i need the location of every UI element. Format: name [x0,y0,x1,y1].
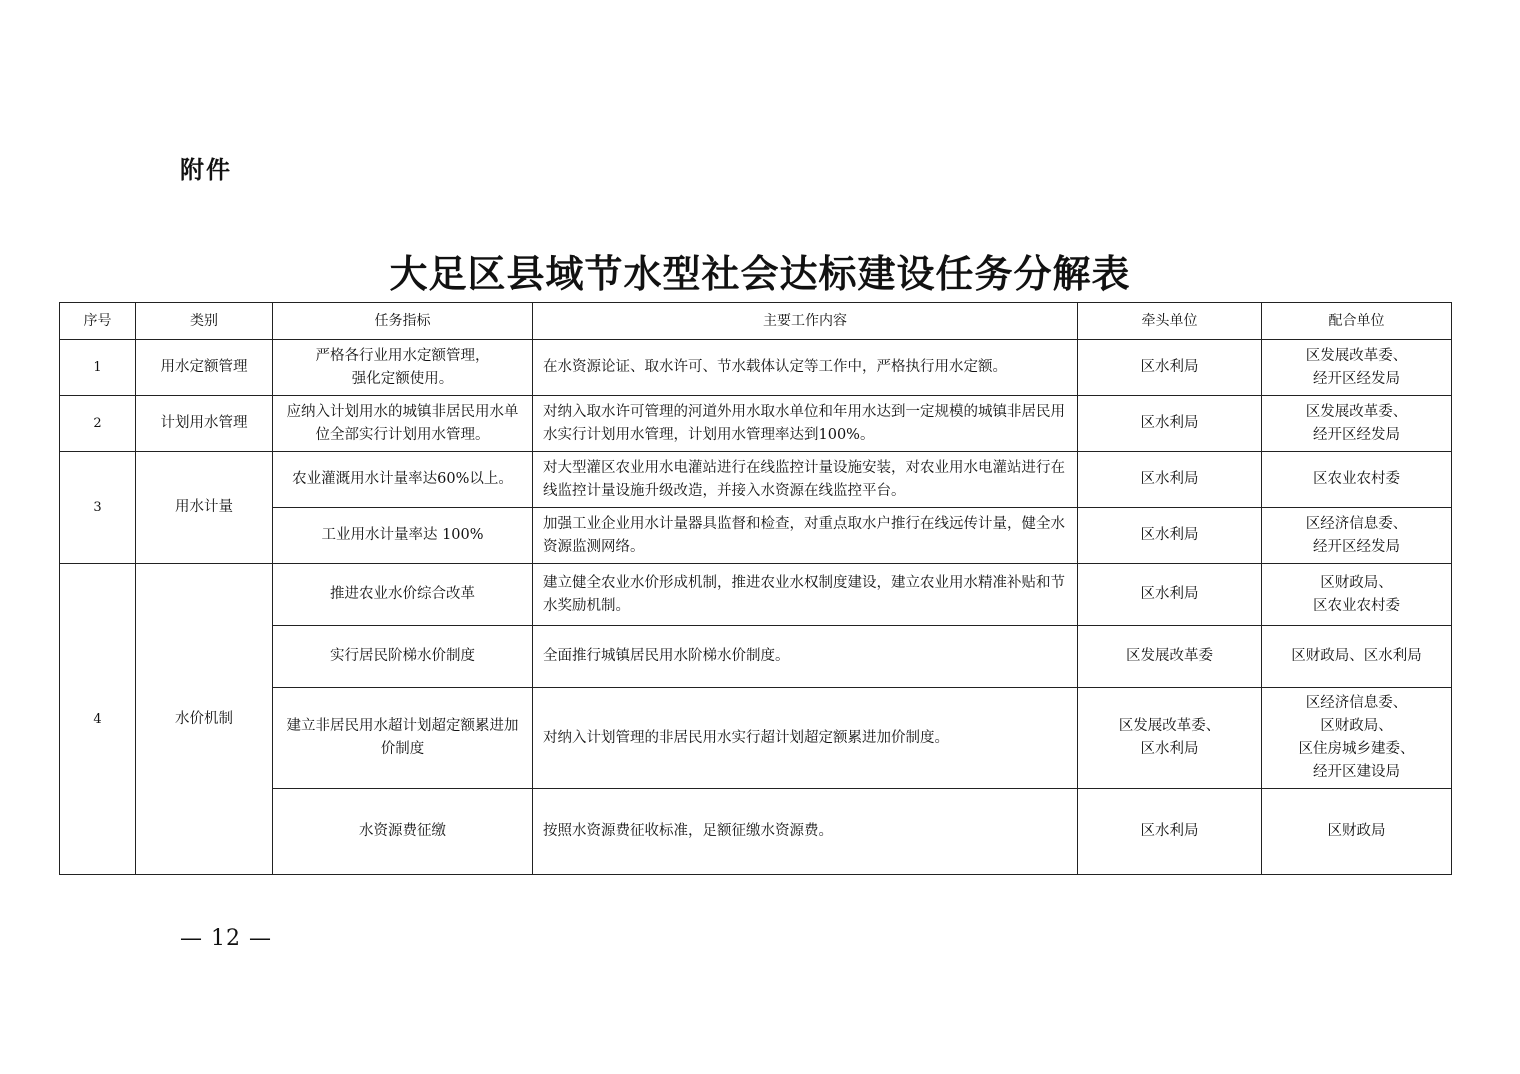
row-content: 对纳入取水许可管理的河道外用水取水单位和年用水达到一定规模的城镇非居民用水实行计划用水管理，计划用水管理率达到100%。 [533,396,1078,452]
page-number: — 12 — [180,926,272,951]
row-content: 在水资源论证、取水许可、节水载体认定等工作中，严格执行用水定额。 [533,340,1078,396]
document-title: 大足区县域节水型社会达标建设任务分解表 [389,251,1131,296]
row-indicator: 农业灌溉用水计量率达60%以上。 [273,452,533,508]
row-support-unit: 区经济信息委、 区财政局、 区住房城乡建委、 经开区建设局 [1262,688,1452,789]
row-indicator: 应纳入计划用水的城镇非居民用水单位全部实行计划用水管理。 [273,396,533,452]
row-support-unit: 区发展改革委、 经开区经发局 [1262,396,1452,452]
row-indicator: 工业用水计量率达 100% [273,508,533,564]
row-support-unit: 区财政局 [1262,789,1452,875]
row-no: 2 [60,396,136,452]
table-row [60,396,1452,452]
row-no: 4 [60,564,136,875]
row-support-unit: 区财政局、 区农业农村委 [1262,564,1452,626]
header-no: 序号 [60,303,136,340]
row-indicator: 实行居民阶梯水价制度 [273,626,533,688]
header-indicator: 任务指标 [273,303,533,340]
row-indicator: 严格各行业用水定额管理， 强化定额使用。 [273,340,533,396]
row-support-unit: 区农业农村委 [1262,452,1452,508]
row-lead-unit: 区水利局 [1078,508,1262,564]
row-no: 1 [60,340,136,396]
header-support-unit: 配合单位 [1262,303,1452,340]
row-category: 水价机制 [136,564,273,875]
row-content: 对大型灌区农业用水电灌站进行在线监控计量设施安装，对农业用水电灌站进行在线监控计量设施升级改造，并接入水资源在线监控平台。 [533,452,1078,508]
row-lead-unit: 区水利局 [1078,789,1262,875]
row-lead-unit: 区水利局 [1078,564,1262,626]
row-support-unit: 区经济信息委、 经开区经发局 [1262,508,1452,564]
row-no: 3 [60,452,136,564]
row-content: 加强工业企业用水计量器具监督和检查，对重点取水户推行在线远传计量，健全水资源监测网络。 [533,508,1078,564]
header-lead-unit: 牵头单位 [1078,303,1262,340]
row-lead-unit: 区发展改革委、 区水利局 [1078,688,1262,789]
row-content: 按照水资源费征收标准，足额征缴水资源费。 [533,789,1078,875]
header-category: 类别 [136,303,273,340]
row-lead-unit: 区发展改革委 [1078,626,1262,688]
row-category: 用水计量 [136,452,273,564]
row-lead-unit: 区水利局 [1078,452,1262,508]
table-header-row [60,303,1452,340]
row-category: 计划用水管理 [136,396,273,452]
attachment-label: 附件 [180,156,232,184]
row-content: 对纳入计划管理的非居民用水实行超计划超定额累进加价制度。 [533,688,1078,789]
row-content: 全面推行城镇居民用水阶梯水价制度。 [533,626,1078,688]
table-row [60,564,1452,626]
row-support-unit: 区发展改革委、 经开区经发局 [1262,340,1452,396]
row-lead-unit: 区水利局 [1078,396,1262,452]
header-content: 主要工作内容 [533,303,1078,340]
row-category: 用水定额管理 [136,340,273,396]
row-content: 建立健全农业水价形成机制，推进农业水权制度建设，建立农业用水精准补贴和节水奖励机制。 [533,564,1078,626]
row-indicator: 建立非居民用水超计划超定额累进加价制度 [273,688,533,789]
row-lead-unit: 区水利局 [1078,340,1262,396]
table-row [60,452,1452,508]
table-row [60,340,1452,396]
row-support-unit: 区财政局、区水利局 [1262,626,1452,688]
row-indicator: 水资源费征缴 [273,789,533,875]
task-table [59,302,1452,875]
row-indicator: 推进农业水价综合改革 [273,564,533,626]
